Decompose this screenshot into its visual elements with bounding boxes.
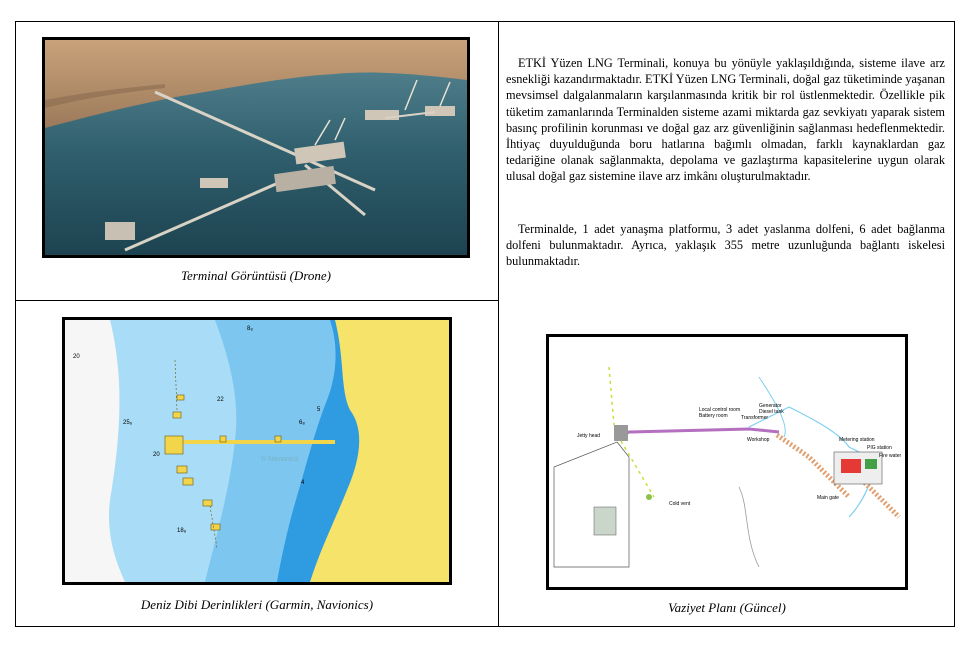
site-plan-drawing	[546, 334, 908, 590]
plan-label-generator: Generator	[759, 403, 782, 409]
plan-label-transformer: Transformer	[741, 415, 769, 421]
plan-label-local-control: Local control room	[699, 407, 741, 413]
sounding-label: 5	[317, 407, 321, 413]
sounding-label: 22	[217, 397, 224, 403]
plan-label-fire-water: Fire water	[879, 453, 902, 459]
terminal-drone-photo	[42, 37, 470, 258]
sounding-label: 18₈	[177, 528, 187, 534]
sounding-label: 6₈	[299, 420, 305, 426]
depth-chart-map	[62, 317, 452, 585]
drone-photo-caption: Terminal Görüntüsü (Drone)	[181, 268, 331, 283]
sounding-label: 20	[73, 354, 80, 360]
plan-label-jetty-head: Jetty head	[577, 433, 601, 439]
description-paragraph-1: ETKİ Yüzen LNG Terminali, konuya bu yönüyle yaklaşıldığında, sisteme ilave arz esnekliği kazandırmaktadır. ETKİ Yüzen LNG Terminali, doğal gaz tüketiminde yaşanan mevsimsel dalgalanmaların karşılanmasında kritik bir rol üstlenmektedir. Özellikle pik tüketim zamanlarında Terminalden sisteme azami miktarda gaz sevkiyatı yaparak sistem basınç profilinin korunması ve doğal gaz arz güvenliğinin sağlanması hedeflenmektedir. İhtiyaç duyulduğunda boru hatlarına bağımlı olmadan, farklı kaynaklardan gaz tedariğine olanak sağlanmakta, depolama ve gazlaştırma kapasitelerine uygun olarak ulusal doğal gaz sistemine ilave arz imkânı oluşturulmaktadır.	[506, 56, 945, 184]
sounding-label: 25₈	[123, 420, 133, 426]
depth-chart-caption: Deniz Dibi Derinlikleri (Garmin, Navionics)	[140, 597, 374, 612]
sounding-label: 4	[301, 480, 305, 486]
plan-label-pig-station: PIG station	[867, 445, 892, 451]
sounding-label: 20	[153, 452, 160, 458]
plan-label-main-gate: Main gate	[817, 495, 839, 501]
table-divider-horizontal	[15, 300, 499, 301]
plan-label-workshop: Workshop	[747, 437, 770, 443]
description-paragraph-2: Terminalde, 1 adet yanaşma platformu, 3 adet yaslanma dolfeni, 6 adet bağlanma dolfeni bulunmaktadır. Ayrıca, yaklaşık 355 metre uzunluğunda bağlantı iskelesi bulunmaktadır.	[506, 222, 945, 269]
map-watermark: © Navionics	[261, 456, 299, 463]
site-plan-caption: Vaziyet Planı (Güncel)	[668, 600, 786, 615]
plan-label-cold-vent: Cold vent	[669, 501, 691, 507]
plan-label-battery-room: Battery room	[699, 413, 728, 419]
sounding-label: 8₈	[247, 326, 253, 332]
plan-label-metering: Metering station	[839, 437, 875, 443]
plan-label-diesel-tank: Diesel tank	[759, 409, 784, 415]
table-divider-vertical	[498, 21, 499, 627]
